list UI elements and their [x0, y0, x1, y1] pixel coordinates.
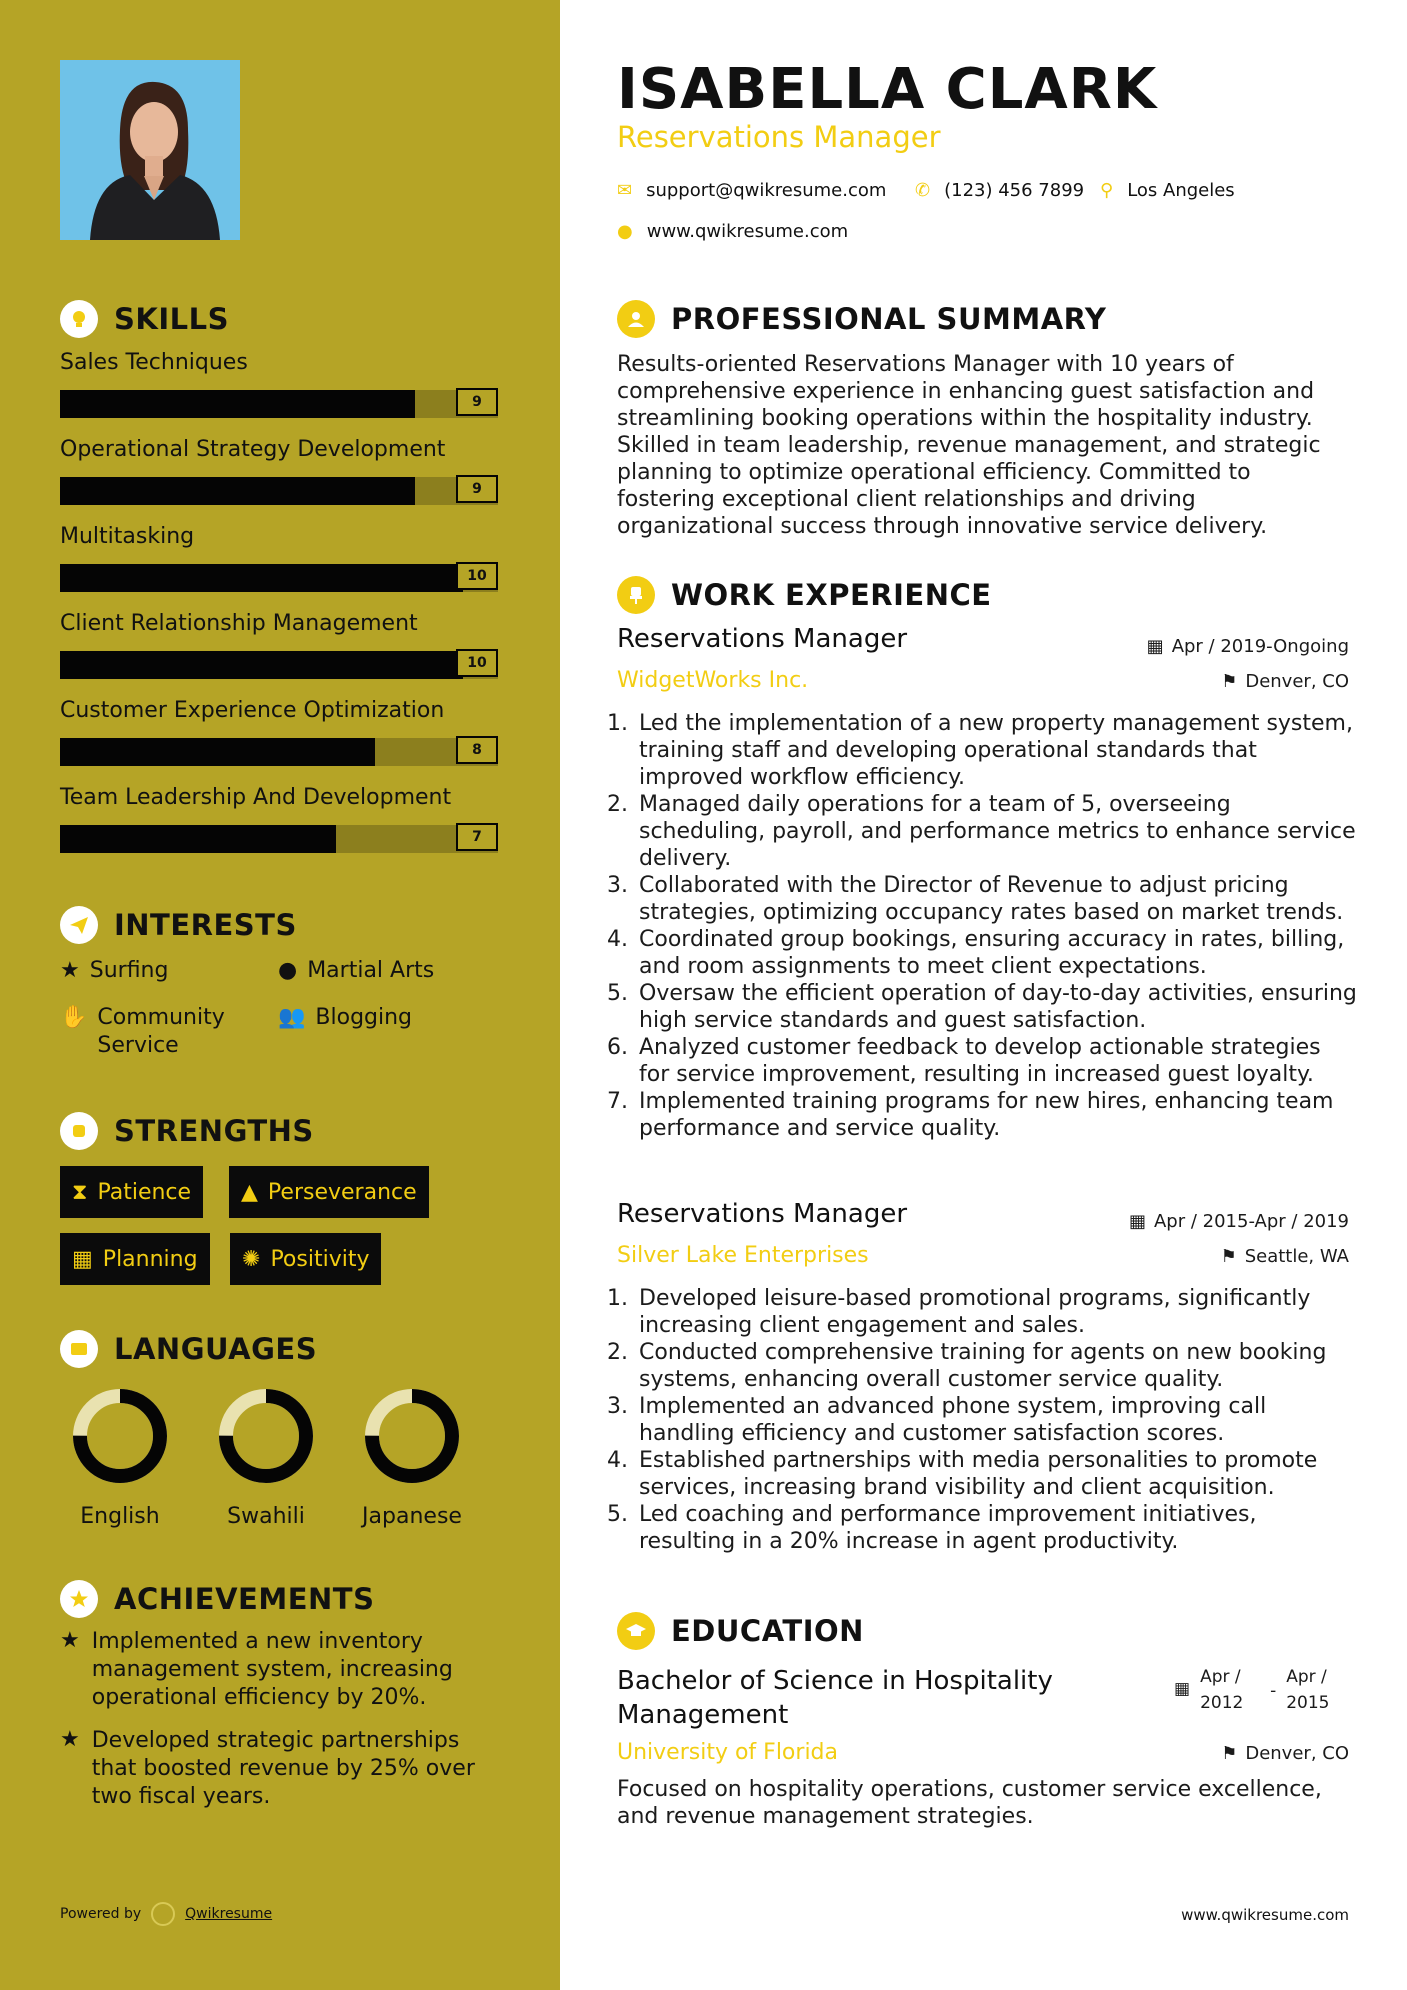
website-text: www.qwikresume.com [646, 221, 849, 242]
list-item: 2. Conducted comprehensive training for agents on new booking systems, enhancing overall customer service quality. [635, 1339, 1357, 1393]
list-item: 7. Implemented training programs for new hires, enhancing team performance and service quality. [635, 1088, 1357, 1142]
contact-phone [915, 180, 1084, 201]
education-location [1221, 1743, 1349, 1764]
globe-icon: ● [278, 958, 298, 983]
interest-item [278, 1004, 412, 1032]
sun-icon: ✺ [242, 1246, 261, 1272]
interest-item [60, 957, 168, 985]
skill-bar-fill [60, 738, 375, 766]
skill-bar-fill [60, 390, 415, 418]
graduation-cap-icon [617, 1612, 655, 1650]
skill-bar-fill [60, 564, 463, 592]
skill-item [60, 350, 500, 416]
experience-title: WORK EXPERIENCE [671, 578, 992, 612]
envelope-icon: ✉ [617, 180, 633, 201]
skill-item [60, 524, 500, 590]
interest-item [60, 1004, 260, 1060]
interests-heading [60, 906, 297, 944]
language-ring [70, 1386, 170, 1486]
calendar-icon: ▦ [1174, 1679, 1191, 1699]
phone-icon: ✆ [915, 180, 931, 201]
skill-score: 10 [456, 649, 498, 677]
skills-heading [60, 300, 229, 338]
job-company: WidgetWorks Inc. [617, 668, 809, 693]
skill-bar-fill [60, 477, 415, 505]
strength-badge [229, 1166, 429, 1218]
star-icon: ★ [60, 958, 80, 983]
achievements-title: ACHIEVEMENTS [114, 1582, 375, 1616]
hand-icon: ✋ [60, 1005, 88, 1030]
strengths-heading [60, 1112, 314, 1150]
job-location-text: Seattle, WA [1244, 1246, 1349, 1267]
skill-score: 9 [456, 475, 498, 503]
language-item [352, 1386, 472, 1529]
skill-score: 7 [456, 823, 498, 851]
interest-label: Surfing [89, 958, 169, 983]
interests-title: INTERESTS [114, 908, 297, 942]
achievement-text: Implemented a new inventory management system, increasing operational efficiency by 20%. [91, 1629, 453, 1710]
skill-bar-fill [60, 825, 336, 853]
phone-text: (123) 456 7899 [944, 180, 1085, 201]
job-dates-text: Apr / 2015-Apr / 2019 [1153, 1211, 1349, 1232]
strength-label: Patience [97, 1179, 192, 1205]
qwikresume-logo-icon [151, 1902, 175, 1926]
job-responsibilities [617, 1285, 1357, 1555]
strength-label: Planning [102, 1246, 198, 1272]
language-item [206, 1386, 326, 1529]
degree-title: Bachelor of Science in Hospitality Management [617, 1666, 1053, 1730]
interest-label: Blogging [315, 1005, 413, 1030]
skill-item [60, 698, 500, 764]
achievements-heading [60, 1580, 374, 1618]
language-icon [60, 1330, 98, 1368]
road-icon: ▲ [241, 1179, 258, 1205]
list-item: 4. Established partnerships with media personalities to promote services, increasing brand visibility and client acquisition. [635, 1447, 1357, 1501]
profile-photo [60, 60, 240, 240]
skill-score: 9 [456, 388, 498, 416]
education-title: EDUCATION [671, 1614, 864, 1648]
skill-bar-fill [60, 651, 463, 679]
strength-label: Positivity [270, 1246, 370, 1272]
education-end: Apr / 2015 [1286, 1667, 1330, 1713]
list-item: 1. Developed leisure-based promotional programs, significantly increasing client engagement and sales. [635, 1285, 1357, 1339]
strength-badge [60, 1233, 210, 1285]
language-item [60, 1386, 180, 1529]
contact-email [617, 180, 886, 201]
hourglass-icon: ⧗ [72, 1179, 88, 1205]
list-item: 6. Analyzed customer feedback to develop actionable strategies for service improvement, resulting in increased guest loyalty. [635, 1034, 1357, 1088]
job-title: Reservations Manager [617, 624, 908, 654]
job-location [1221, 1246, 1349, 1267]
list-item: 1. Led the implementation of a new property management system, training staff and developing operational standards that improved workflow efficiency. [635, 710, 1357, 791]
calendar-icon: ▦ [1128, 1211, 1146, 1232]
strength-badge [230, 1233, 381, 1285]
language-name: English [80, 1504, 160, 1529]
strengths-title: STRENGTHS [114, 1114, 314, 1148]
users-icon: 👥 [278, 1005, 306, 1030]
candidate-name: ISABELLA CLARK [617, 57, 1158, 122]
strength-label: Perseverance [267, 1179, 417, 1205]
list-item: 5. Led coaching and performance improvement initiatives, resulting in a 20% increase in agent productivity. [635, 1501, 1357, 1555]
skill-name: Operational Strategy Development [60, 437, 446, 462]
job-dates [1129, 1211, 1349, 1232]
list-item: 3. Collaborated with the Director of Revenue to adjust pricing strategies, optimizing occupancy rates based on market trends. [635, 872, 1357, 926]
chair-icon [617, 576, 655, 614]
map-pin-icon: ⚲ [1100, 180, 1114, 201]
star-badge-icon [60, 1580, 98, 1618]
skill-name: Client Relationship Management [60, 611, 418, 636]
skill-name: Multitasking [60, 524, 195, 549]
shooting-star-icon: ★ [60, 1628, 80, 1653]
skill-name: Customer Experience Optimization [60, 698, 445, 723]
list-item: 4. Coordinated group bookings, ensuring accuracy in rates, billing, and room assignments to meet client expectations. [635, 926, 1357, 980]
email-text: support@qwikresume.com [646, 180, 887, 201]
skill-score: 8 [456, 736, 498, 764]
powered-by [60, 1902, 272, 1926]
skill-bar [60, 560, 498, 590]
calendar-icon: ▦ [72, 1246, 93, 1272]
shooting-star-icon: ★ [60, 1727, 80, 1752]
candidate-role: Reservations Manager [617, 120, 941, 154]
pin-icon: ⚑ [1221, 1743, 1238, 1764]
lightbulb-icon [60, 300, 98, 338]
user-icon [617, 300, 655, 338]
education-description: Focused on hospitality operations, customer service excellence, and revenue management strategies. [617, 1777, 1322, 1829]
job-dates-text: Apr / 2019-Ongoing [1171, 636, 1349, 657]
job-location [1221, 671, 1349, 692]
job-responsibilities [617, 710, 1357, 1142]
job-dates [1147, 636, 1349, 657]
skill-score: 10 [456, 562, 498, 590]
paper-plane-icon [60, 906, 98, 944]
summary-text: Results-oriented Reservations Manager with 10 years of comprehensive experience in enhancing guest satisfaction and streamlining booking operations within the hospitality industry. Skilled in team leadership, revenue management, and strategic planning to optimize operational efficiency. Committed to fostering exceptional client relationships and driving organizational success through innovative service delivery. [617, 352, 1321, 539]
contact-location [1100, 180, 1235, 201]
skill-name: Sales Techniques [60, 350, 248, 375]
job-title: Reservations Manager [617, 1199, 908, 1229]
list-item: 5. Oversaw the efficient operation of day-to-day activities, ensuring high service standards and guest satisfaction. [635, 980, 1357, 1034]
skill-bar [60, 821, 498, 851]
language-name: Japanese [362, 1504, 462, 1529]
achievement-item [60, 1727, 500, 1811]
location-text: Los Angeles [1127, 180, 1235, 201]
job-location-text: Denver, CO [1245, 671, 1349, 692]
interest-item [278, 957, 434, 985]
contact-website [617, 221, 848, 242]
education-location-text: Denver, CO [1245, 1743, 1349, 1764]
education-dates [1174, 1664, 1346, 1716]
fist-icon [60, 1112, 98, 1150]
language-name: Swahili [227, 1504, 305, 1529]
school-name: University of Florida [617, 1740, 838, 1765]
languages-heading [60, 1330, 317, 1368]
summary-heading [617, 300, 1106, 338]
skill-name: Team Leadership And Development [60, 785, 452, 810]
skill-item [60, 437, 500, 503]
language-ring [216, 1386, 316, 1486]
list-item: 2. Managed daily operations for a team of 5, overseeing scheduling, payroll, and performance metrics to enhance service delivery. [635, 791, 1357, 872]
calendar-icon: ▦ [1146, 636, 1164, 657]
powered-label: Powered by [60, 1906, 142, 1922]
date-separator: - [1270, 1681, 1277, 1701]
skill-bar [60, 647, 498, 677]
list-item: 3. Implemented an advanced phone system, improving call handling efficiency and customer satisfaction scores. [635, 1393, 1357, 1447]
job-company: Silver Lake Enterprises [617, 1243, 869, 1268]
powered-brand-link[interactable]: Qwikresume [185, 1906, 273, 1922]
sidebar [0, 0, 560, 1990]
skills-title: SKILLS [114, 302, 229, 336]
language-ring [362, 1386, 462, 1486]
education-heading [617, 1612, 864, 1650]
strength-badge [60, 1166, 203, 1218]
skill-item [60, 611, 500, 677]
summary-title: PROFESSIONAL SUMMARY [671, 302, 1107, 336]
globe-icon: ● [617, 221, 633, 242]
languages-title: LANGUAGES [114, 1332, 318, 1366]
skill-item [60, 785, 500, 851]
skill-bar [60, 386, 498, 416]
achievement-item [60, 1628, 500, 1712]
interest-label: Martial Arts [307, 958, 435, 983]
pin-icon: ⚑ [1220, 1246, 1237, 1267]
skill-bar [60, 473, 498, 503]
pin-icon: ⚑ [1221, 671, 1238, 692]
interest-label: Community Service [97, 1005, 225, 1058]
achievement-text: Developed strategic partnerships that boosted revenue by 25% over two fiscal years. [91, 1728, 475, 1809]
education-start: Apr / 2012 [1200, 1667, 1244, 1713]
footer-url: www.qwikresume.com [1181, 1906, 1349, 1924]
skill-bar [60, 734, 498, 764]
experience-heading [617, 576, 992, 614]
